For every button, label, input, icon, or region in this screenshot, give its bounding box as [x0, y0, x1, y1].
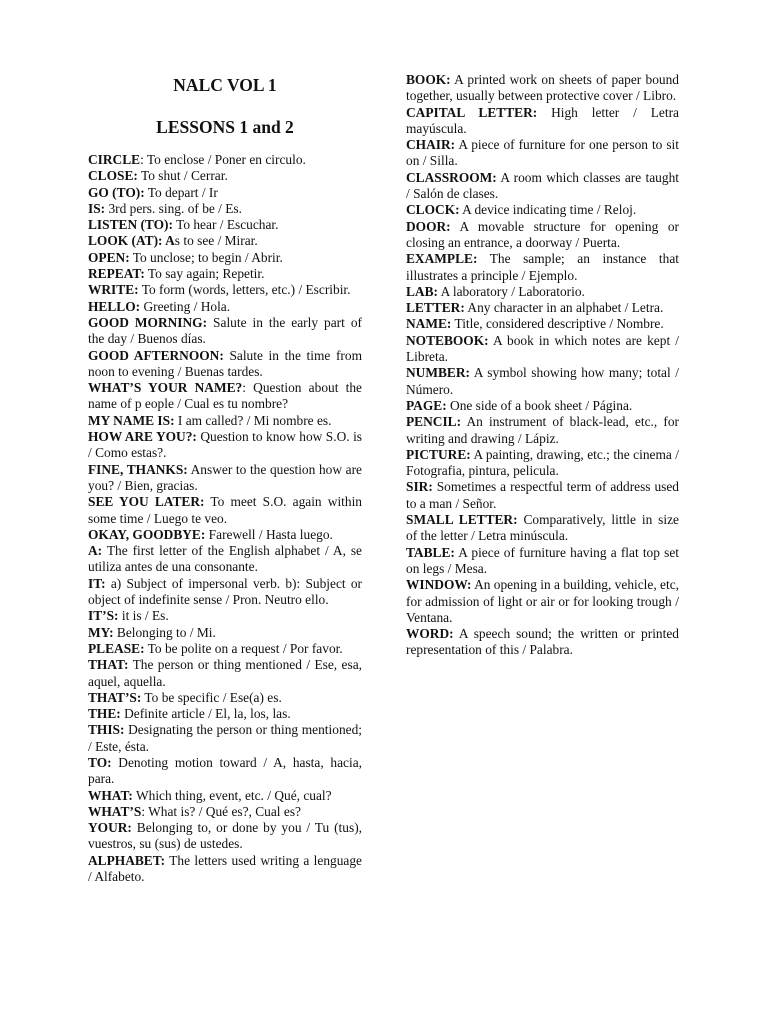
vocabulary-entry — [88, 543, 362, 576]
vocabulary-entry — [88, 266, 362, 282]
vocabulary-definition: Any character in an alphabet / Letra. — [464, 300, 664, 316]
vocabulary-entry — [88, 576, 362, 609]
vocabulary-term: WHAT: — [88, 787, 133, 803]
vocabulary-definition: To be specific / Ese(a) es. — [141, 689, 282, 705]
vocabulary-entry — [406, 414, 679, 447]
vocabulary-entry — [88, 641, 362, 657]
vocabulary-term: THAT’S: — [88, 689, 142, 705]
vocabulary-term: WRITE: — [88, 282, 139, 298]
vocabulary-definition: A movable structure for opening or closing an entrance, a doorway / Puerta. — [406, 218, 679, 250]
vocabulary-entry — [88, 233, 362, 249]
vocabulary-term: IT’S: — [88, 608, 119, 624]
vocabulary-definition: Belonging to, or done by you / Tu (tus), vuestros, su (sus) de ustedes. — [88, 820, 362, 852]
vocabulary-definition: Designating the person or thing mentioned; / Este, ésta. — [88, 722, 362, 754]
vocabulary-term: CHAIR: — [406, 137, 456, 153]
vocabulary-definition: To hear / Escuchar. — [172, 217, 279, 233]
vocabulary-entry — [406, 137, 679, 170]
vocabulary-term: NOTEBOOK: — [406, 332, 489, 348]
vocabulary-definition: Title, considered descriptive / Nombre. — [451, 316, 664, 332]
vocabulary-term: TABLE: — [406, 544, 455, 560]
vocabulary-definition: To shut / Cerrar. — [137, 168, 228, 184]
vocabulary-entry — [406, 105, 679, 138]
vocabulary-term: PLEASE: — [88, 640, 145, 656]
vocabulary-definition: : Question about the name of p eople / Cual es tu nombre? — [88, 380, 362, 412]
vocabulary-term: THIS: — [88, 722, 125, 738]
vocabulary-entry — [88, 152, 362, 168]
vocabulary-entry — [88, 625, 362, 641]
vocabulary-term: DOOR: — [406, 218, 451, 234]
vocabulary-entry — [88, 706, 362, 722]
vocabulary-entry — [88, 755, 362, 788]
vocabulary-term: THE: — [88, 706, 121, 722]
vocabulary-entry — [88, 608, 362, 624]
vocabulary-entry — [406, 284, 679, 300]
vocabulary-entry — [88, 429, 362, 462]
vocabulary-entry — [406, 545, 679, 578]
vocabulary-definition: An opening in a building, vehicle, etc, for admission of light or air or for looking trough / Ventana. — [406, 577, 679, 625]
vocabulary-definition: Comparatively, little in size of the letter / Letra minúscula. — [406, 512, 680, 544]
vocabulary-term: REPEAT: — [88, 266, 145, 282]
vocabulary-definition: To meet S.O. again within some time / Luego te veo. — [88, 494, 362, 526]
vocabulary-entry — [406, 398, 679, 414]
vocabulary-term: HELLO: — [88, 298, 141, 314]
vocabulary-definition: To be polite on a request / Por favor. — [144, 640, 343, 656]
vocabulary-term: IS: — [88, 200, 106, 216]
vocabulary-entry — [88, 462, 362, 495]
vocabulary-definition: A laboratory / Laboratorio. — [438, 283, 585, 299]
vocabulary-term: WHAT’S — [88, 803, 142, 819]
vocabulary-definition: An instrument of black-lead, etc., for writing and drawing / Lápiz. — [406, 414, 679, 446]
vocabulary-entry — [406, 219, 679, 252]
vocabulary-term: GOOD AFTERNOON: — [88, 347, 224, 363]
vocabulary-entry — [88, 348, 362, 381]
vocabulary-definition: Answer to the question how are you? / Bien, gracias. — [88, 461, 362, 493]
vocabulary-definition: s to see / Mirar. — [174, 233, 258, 249]
vocabulary-entry — [88, 217, 362, 233]
vocabulary-definition: The letters used writing a lenguage / Alfabeto. — [88, 852, 362, 885]
vocabulary-definition: A printed work on sheets of paper bound together, usually between protective cover / Libro. — [406, 72, 679, 104]
vocabulary-entry — [88, 413, 362, 429]
vocabulary-entry — [88, 853, 362, 886]
vocabulary-entry — [88, 250, 362, 266]
vocabulary-term: LISTEN (TO): — [88, 217, 173, 233]
vocabulary-term: NUMBER: — [406, 365, 470, 381]
vocabulary-definition: Sometimes a respectful term of address used to a man / Señor. — [406, 479, 679, 511]
vocabulary-term: WORD: — [406, 626, 454, 642]
vocabulary-definition: A device indicating time / Reloj. — [459, 202, 637, 218]
vocabulary-entry — [88, 494, 362, 527]
vocabulary-entry — [88, 657, 362, 690]
vocabulary-term: A: — [88, 543, 103, 559]
vocabulary-term: SIR: — [406, 479, 433, 495]
vocabulary-term: PENCIL: — [406, 414, 462, 430]
vocabulary-term: CLOCK: — [406, 202, 460, 218]
vocabulary-term: NAME: — [406, 316, 452, 332]
vocabulary-definition: A book in which notes are kept / Libreta. — [406, 332, 679, 365]
vocabulary-definition: Salute in the time from noon to evening / Buenas tardes. — [88, 347, 363, 379]
vocabulary-list-right — [406, 72, 679, 659]
vocabulary-entry — [88, 690, 362, 706]
vocabulary-definition: To unclose; to begin / Abrir. — [129, 249, 283, 265]
vocabulary-term: YOUR: — [88, 820, 132, 836]
vocabulary-entry — [406, 72, 679, 105]
vocabulary-definition: it is / Es. — [118, 608, 169, 624]
vocabulary-entry — [88, 527, 362, 543]
vocabulary-entry — [88, 168, 362, 184]
document-subtitle: LESSONS 1 and 2 — [156, 117, 294, 137]
vocabulary-term: WINDOW: — [406, 577, 472, 593]
vocabulary-term: CAPITAL LETTER: — [406, 104, 538, 120]
vocabulary-entry — [406, 202, 679, 218]
vocabulary-definition: The person or thing mentioned / Ese, esa, aquel, aquella. — [88, 657, 362, 689]
vocabulary-term: CLOSE: — [88, 168, 138, 184]
vocabulary-entry — [406, 170, 679, 203]
vocabulary-term: CIRCLE — [88, 152, 141, 167]
vocabulary-term: GOOD MORNING: — [88, 314, 208, 330]
vocabulary-term: FINE, THANKS: — [88, 461, 188, 477]
vocabulary-entry — [406, 447, 679, 480]
vocabulary-definition: A room which classes are taught / Salón de clases. — [406, 169, 679, 202]
vocabulary-definition: I am called? / Mi nombre es. — [174, 412, 332, 428]
vocabulary-definition: A piece of furniture having a flat top set on legs / Mesa. — [406, 544, 679, 576]
left-column — [88, 72, 362, 885]
vocabulary-definition: a) Subject of impersonal verb. b): Subject or object of indefinite sense / Pron. Neutro ello. — [88, 575, 362, 608]
vocabulary-definition: : What is? / Qué es?, Cual es? — [141, 803, 301, 819]
vocabulary-entry — [88, 282, 362, 298]
vocabulary-term: IT: — [88, 575, 106, 591]
vocabulary-term: OKAY, GOODBYE: — [88, 526, 206, 542]
vocabulary-entry — [406, 316, 679, 332]
vocabulary-term: GO (TO): — [88, 184, 145, 200]
vocabulary-list-left — [88, 152, 362, 885]
vocabulary-definition: Belonging to / Mi. — [113, 624, 216, 640]
vocabulary-definition: A symbol showing how many; total / Número. — [406, 365, 679, 397]
vocabulary-definition: Greeting / Hola. — [140, 298, 231, 314]
vocabulary-term: MY: — [88, 624, 114, 640]
vocabulary-term: LOOK (AT): A — [88, 233, 175, 249]
vocabulary-entry — [88, 722, 362, 755]
vocabulary-term: ALPHABET: — [88, 852, 166, 868]
vocabulary-entry — [406, 300, 679, 316]
vocabulary-entry — [406, 365, 679, 398]
vocabulary-entry — [406, 479, 679, 512]
vocabulary-term: PICTURE: — [406, 446, 471, 462]
vocabulary-term: HOW ARE YOU?: — [88, 429, 197, 445]
vocabulary-term: LAB: — [406, 283, 438, 299]
vocabulary-entry — [88, 315, 362, 348]
vocabulary-entry — [406, 251, 679, 284]
vocabulary-term: WHAT’S YOUR NAME? — [88, 380, 243, 396]
vocabulary-entry — [88, 185, 362, 201]
vocabulary-term: MY NAME IS: — [88, 412, 175, 428]
vocabulary-definition: To form (words, letters, etc.) / Escribir. — [138, 282, 351, 298]
vocabulary-definition: Question to know how S.O. is / Como estas?. — [88, 429, 363, 461]
vocabulary-entry — [406, 512, 679, 545]
vocabulary-entry — [88, 380, 362, 413]
vocabulary-entry — [88, 788, 362, 804]
vocabulary-definition: The sample; an instance that illustrates a principle / Ejemplo. — [406, 251, 679, 283]
vocabulary-definition: To say again; Repetir. — [144, 266, 265, 282]
vocabulary-term: BOOK: — [406, 72, 451, 87]
vocabulary-term: OPEN: — [88, 249, 130, 265]
vocabulary-term: SMALL LETTER: — [406, 512, 518, 528]
vocabulary-term: SEE YOU LATER: — [88, 494, 205, 510]
vocabulary-definition: The first letter of the English alphabet / A, se utiliza antes de una consonante. — [88, 543, 362, 575]
document-title: NALC VOL 1 — [173, 75, 277, 95]
vocabulary-definition: Definite article / El, la, los, las. — [120, 706, 291, 722]
vocabulary-entry — [88, 299, 362, 315]
vocabulary-entry — [406, 577, 679, 626]
vocabulary-term: THAT: — [88, 657, 129, 673]
vocabulary-entry — [88, 804, 362, 820]
vocabulary-term: PAGE: — [406, 397, 447, 413]
vocabulary-definition: 3rd pers. sing. of be / Es. — [105, 200, 242, 216]
vocabulary-entry — [88, 201, 362, 217]
vocabulary-entry — [406, 333, 679, 366]
vocabulary-definition: A speech sound; the written or printed representation of this / Palabra. — [406, 626, 679, 658]
vocabulary-term: CLASSROOM: — [406, 169, 497, 185]
vocabulary-entry — [88, 820, 362, 853]
vocabulary-term: TO: — [88, 754, 112, 770]
vocabulary-definition: Salute in the early part of the day / Buenos días. — [88, 314, 362, 347]
right-column — [406, 72, 679, 659]
vocabulary-definition: Denoting motion toward / A, hasta, hacia, para. — [88, 754, 362, 787]
vocabulary-definition: A painting, drawing, etc.; the cinema / Fotografia, pintura, pelicula. — [406, 446, 679, 479]
vocabulary-definition: To depart / Ir — [144, 184, 218, 200]
vocabulary-term: EXAMPLE: — [406, 251, 478, 267]
vocabulary-definition: Which thing, event, etc. / Qué, cual? — [132, 787, 332, 803]
vocabulary-definition: Farewell / Hasta luego. — [205, 526, 333, 542]
vocabulary-definition: High letter / Letra mayúscula. — [406, 104, 679, 136]
vocabulary-definition: One side of a book sheet / Página. — [446, 397, 633, 413]
vocabulary-term: LETTER: — [406, 300, 465, 316]
vocabulary-definition: A piece of furniture for one person to sit on / Silla. — [406, 137, 679, 169]
vocabulary-definition: : To enclose / Poner en circulo. — [140, 152, 306, 167]
vocabulary-entry — [406, 626, 679, 659]
